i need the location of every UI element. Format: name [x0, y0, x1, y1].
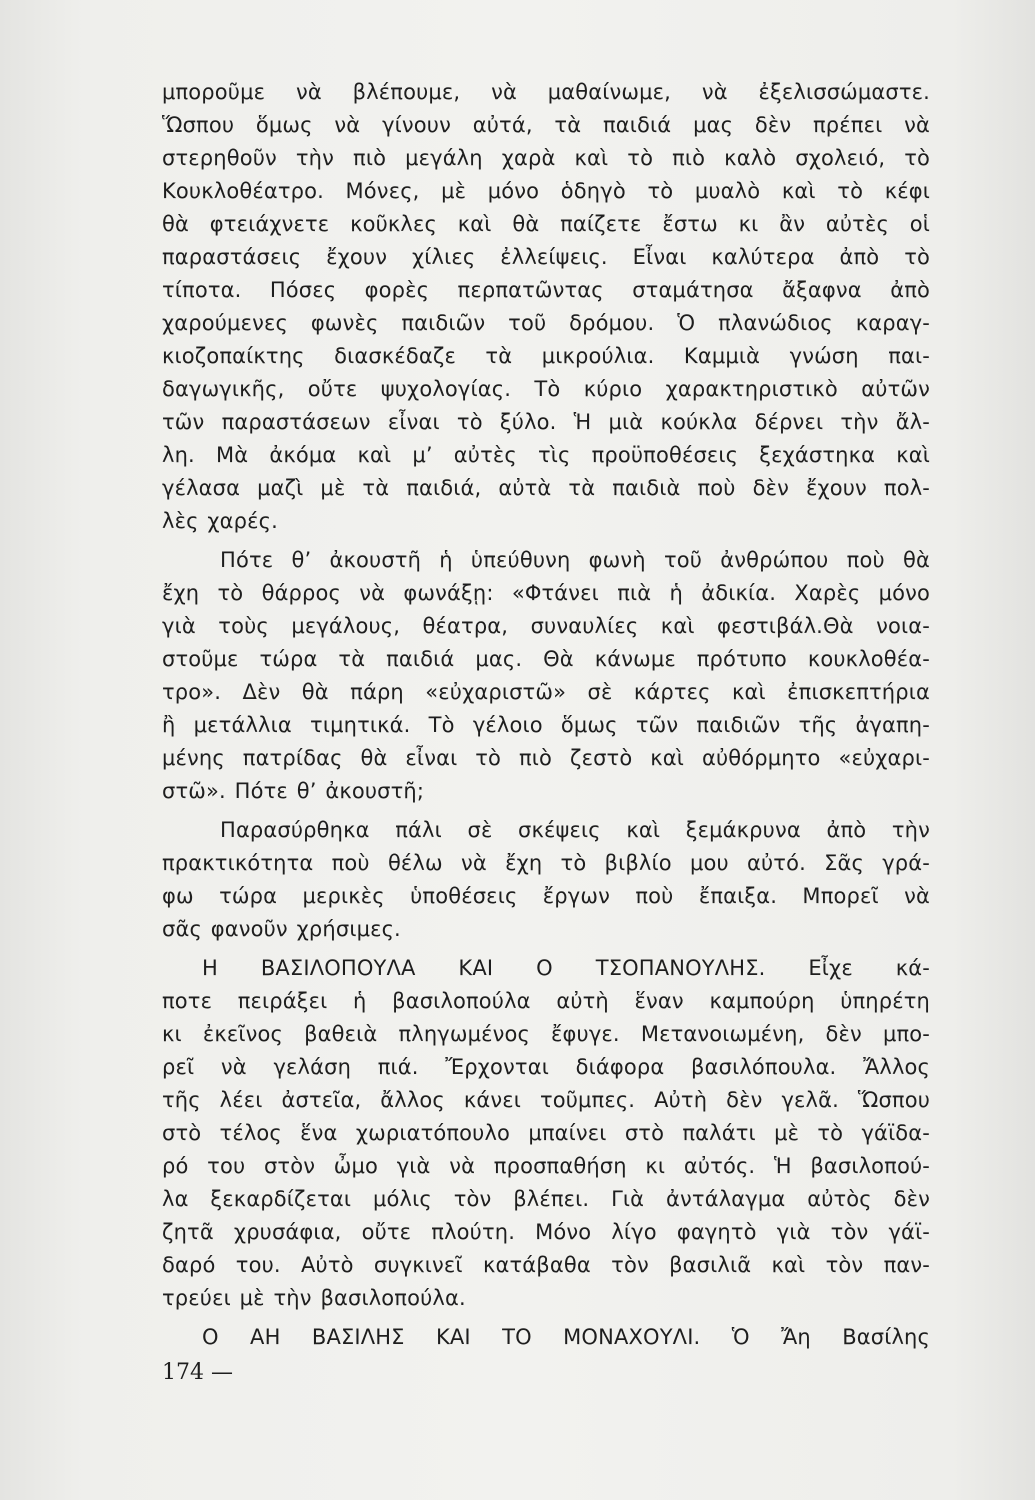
- text-line: τίποτα. Πόσες φορὲς περπατῶντας σταμάτησα ἄξαφνα ἀπὸ: [162, 278, 930, 302]
- text-line: Ὥσπου ὅμως νὰ γίνουν αὐτά, τὰ παιδιά μας δὲν πρέπει νὰ: [162, 113, 930, 137]
- text-line: λη. Μὰ ἀκόμα καὶ μ’ αὐτὲς τὶς προϋποθέσεις ξεχάστηκα καὶ: [162, 443, 930, 467]
- text-line: μποροῦμε νὰ βλέπουμε, νὰ μαθαίνωμε, νὰ ἐξελισσώμαστε.: [162, 80, 930, 104]
- text-line: Παρασύρθηκα πάλι σὲ σκέψεις καὶ ξεμάκρυνα ἀπὸ τὴν: [220, 818, 930, 842]
- text-line: ρεῖ νὰ γελάση πιά. Ἔρχονται διάφορα βασιλόπουλα. Ἄλλος: [162, 1055, 930, 1079]
- text-line: κιοζοπαίκτης διασκέδαζε τὰ μικρούλια. Καμμιὰ γνώση παι-: [162, 344, 930, 368]
- text-line: λὲς χαρές.: [162, 509, 278, 533]
- section-heading-line: Η ΒΑΣΙΛΟΠΟΥΛΑ ΚΑΙ Ο ΤΣΟΠΑΝΟΥΛΗΣ. Εἶχε κά-: [202, 956, 930, 980]
- section-heading-line: Ο ΑΗ ΒΑΣΙΛΗΣ ΚΑΙ ΤΟ ΜΟΝΑΧΟΥΛΙ. Ὁ Ἄη Βασίλης: [202, 1325, 930, 1349]
- text-line: Πότε θ’ ἀκουστῆ ἡ ὑπεύθυνη φωνὴ τοῦ ἀνθρώπου ποὺ θὰ: [220, 548, 930, 572]
- text-line: τῆς λέει ἀστεῖα, ἄλλος κάνει τοῦμπες. Αὐτὴ δὲν γελᾶ. Ὥσπου: [162, 1088, 930, 1112]
- text-line: χαρούμενες φωνὲς παιδιῶν τοῦ δρόμου. Ὁ πλανώδιος καραγ-: [162, 311, 930, 335]
- text-line: δαγωγικῆς, οὔτε ψυχολογίας. Τὸ κύριο χαρακτηριστικὸ αὐτῶν: [162, 377, 930, 401]
- text-line: ἢ μετάλλια τιμητικά. Τὸ γέλοιο ὅμως τῶν παιδιῶν τῆς ἀγαπη-: [162, 713, 930, 737]
- page-number: 174 —: [162, 1360, 233, 1385]
- text-line: πρακτικότητα ποὺ θέλω νὰ ἔχη τὸ βιβλίο μου αὐτό. Σᾶς γρά-: [162, 851, 930, 875]
- text-line: τῶν παραστάσεων εἶναι τὸ ξύλο. Ἡ μιὰ κούκλα δέρνει τὴν ἄλ-: [162, 410, 930, 434]
- text-line: ποτε πειράξει ἡ βασιλοπούλα αὐτὴ ἕναν καμπούρη ὑπηρέτη: [162, 989, 930, 1013]
- text-line: Κουκλοθέατρο. Μόνες, μὲ μόνο ὁδηγὸ τὸ μυαλὸ καὶ τὸ κέφι: [162, 179, 930, 203]
- text-line: δαρό του. Αὐτὸ συγκινεῖ κατάβαθα τὸν βασιλιᾶ καὶ τὸν παν-: [162, 1253, 930, 1277]
- text-line: τρεύει μὲ τὴν βασιλοπούλα.: [162, 1286, 466, 1310]
- text-line: παραστάσεις ἔχουν χίλιες ἐλλείψεις. Εἶναι καλύτερα ἀπὸ τὸ: [162, 245, 930, 269]
- text-line: στοῦμε τώρα τὰ παιδιά μας. Θὰ κάνωμε πρότυπο κουκλοθέα-: [162, 647, 930, 671]
- body-text: [162, 76, 930, 1354]
- text-line: κι ἐκεῖνος βαθειὰ πληγωμένος ἔφυγε. Μετανοιωμένη, δὲν μπο-: [162, 1022, 930, 1046]
- text-line: ρό του στὸν ὦμο γιὰ νὰ προσπαθήση κι αὐτός. Ἡ βασιλοπού-: [162, 1154, 930, 1178]
- text-line: γιὰ τοὺς μεγάλους, θέατρα, συναυλίες καὶ φεστιβάλ.Θὰ νοια-: [162, 614, 930, 638]
- text-line: μένης πατρίδας θὰ εἶναι τὸ πιὸ ζεστὸ καὶ αὐθόρμητο «εὐχαρι-: [162, 746, 930, 770]
- text-line: στὸ τέλος ἕνα χωριατόπουλο μπαίνει στὸ παλάτι μὲ τὸ γάϊδα-: [162, 1121, 930, 1145]
- text-line: σᾶς φανοῦν χρήσιμες.: [162, 917, 401, 941]
- text-line: στῶ». Πότε θ’ ἀκουστῆ;: [162, 779, 425, 803]
- text-line: φω τώρα μερικὲς ὑποθέσεις ἔργων ποὺ ἔπαιξα. Μπορεῖ νὰ: [162, 884, 930, 908]
- text-line: τρο». Δὲν θὰ πάρη «εὐχαριστῶ» σὲ κάρτες καὶ ἐπισκεπτήρια: [162, 680, 930, 704]
- text-line: λα ξεκαρδίζεται μόλις τὸν βλέπει. Γιὰ ἀντάλαγμα αὐτὸς δὲν: [162, 1187, 930, 1211]
- text-line: θὰ φτειάχνετε κοῦκλες καὶ θὰ παίζετε ἔστω κι ἂν αὐτὲς οἱ: [162, 212, 930, 236]
- text-line: στερηθοῦν τὴν πιὸ μεγάλη χαρὰ καὶ τὸ πιὸ καλὸ σχολειό, τὸ: [162, 146, 930, 170]
- text-line: ἔχη τὸ θάρρος νὰ φωνάξῃ: «Φτάνει πιὰ ἡ ἀδικία. Χαρὲς μόνο: [162, 581, 930, 605]
- text-line: γέλασα μαζὶ μὲ τὰ παιδιά, αὐτὰ τὰ παιδιὰ ποὺ δὲν ἔχουν πολ-: [162, 476, 930, 500]
- text-line: ζητᾶ χρυσάφια, οὔτε πλούτη. Μόνο λίγο φαγητὸ γιὰ τὸν γάϊ-: [162, 1220, 930, 1244]
